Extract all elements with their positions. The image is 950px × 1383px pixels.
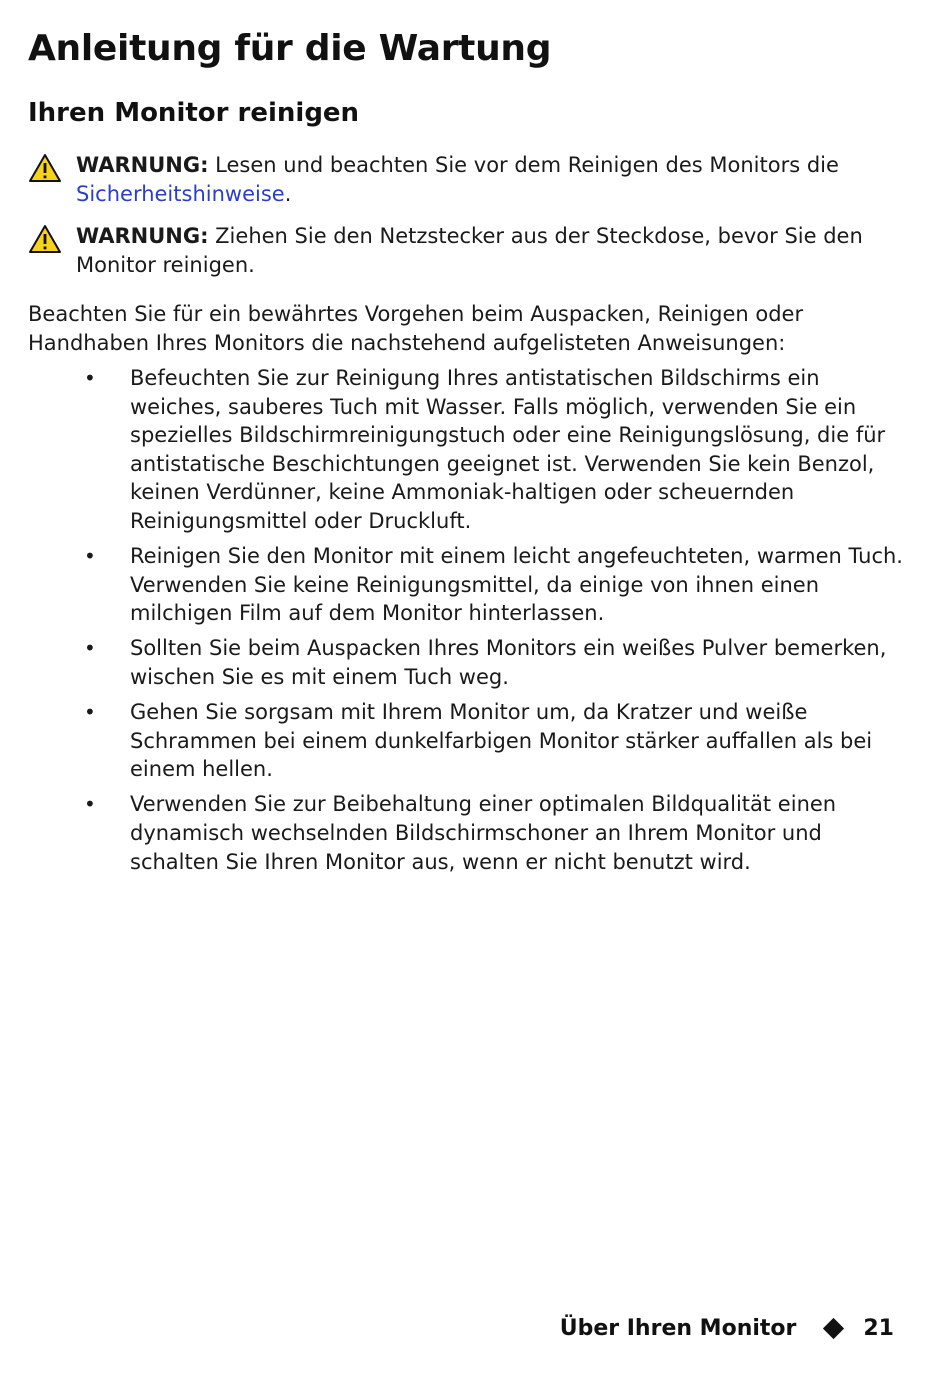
list-item-text: Gehen Sie sorgsam mit Ihrem Monitor um, da Kratzer und weiße Schrammen bei einem dunkelfarbigen Monitor stärker auffallen als bei einem hellen. xyxy=(130,700,873,782)
warning-1-text xyxy=(76,151,908,209)
list-item-text: Sollten Sie beim Auspacken Ihres Monitors ein weißes Pulver bemerken, wischen Sie es mit einem Tuch weg. xyxy=(130,636,887,689)
warning-2-text xyxy=(76,222,908,280)
warning-label: WARNUNG: xyxy=(76,224,209,248)
list-item xyxy=(80,698,910,784)
bullet-icon: • xyxy=(84,792,96,817)
warning-2 xyxy=(28,222,908,280)
list-item xyxy=(80,364,910,536)
page-title: Anleitung für die Wartung xyxy=(28,28,552,69)
bullet-icon: • xyxy=(84,366,96,390)
cleaning-instructions-list xyxy=(80,364,910,883)
list-item-text: Reinigen Sie den Monitor mit einem leicht angefeuchteten, warmen Tuch. Verwenden Sie keine Reinigungsmittel, da einige von ihnen einen milchigen Film auf dem Monitor hinterlassen. xyxy=(130,544,903,626)
warning-1-suffix: . xyxy=(284,182,292,206)
list-item xyxy=(80,634,910,691)
page-footer xyxy=(560,1316,894,1341)
warning-label: WARNUNG: xyxy=(76,153,209,177)
warning-2-body: Ziehen Sie den Netzstecker aus der Steckdose, bevor Sie den Monitor reinigen. xyxy=(76,224,863,277)
section-title: Ihren Monitor reinigen xyxy=(28,98,360,128)
list-item xyxy=(80,790,910,876)
list-item-text: Befeuchten Sie zur Reinigung Ihres antistatischen Bildschirms ein weiches, sauberes Tuch mit Wasser. Falls möglich, verwenden Sie ein spezielles Bildschirmreinigungstuch oder eine Reinigungslösung, die für antistatische Beschichtungen geeignet ist. Verwenden Sie kein Benzol, keinen Verdünner, keine Ammoniak-haltigen oder scheuernden Reinigungsmittel oder Druckluft. xyxy=(130,366,886,533)
page-number: 21 xyxy=(863,1316,894,1341)
warning-1-body: Lesen und beachten Sie vor dem Reinigen des Monitors die xyxy=(215,153,839,177)
bullet-icon: • xyxy=(84,636,96,661)
list-item xyxy=(80,542,910,628)
list-item-text: Verwenden Sie zur Beibehaltung einer optimalen Bildqualität einen dynamisch wechselnden Bildschirmschoner an Ihrem Monitor und schalten Sie Ihren Monitor aus, wenn er nicht benutzt wird. xyxy=(130,792,837,874)
bullet-icon: • xyxy=(84,544,96,569)
warning-triangle-icon xyxy=(28,224,62,254)
warning-1 xyxy=(28,151,908,209)
safety-instructions-link[interactable]: Sicherheitshinweise xyxy=(76,182,285,206)
intro-paragraph: Beachten Sie für ein bewährtes Vorgehen beim Auspacken, Reinigen oder Handhaben Ihres Monitors die nachstehend aufgelisteten Anweisungen: xyxy=(28,302,804,355)
footer-section-title: Über Ihren Monitor xyxy=(559,1316,797,1341)
warning-triangle-icon xyxy=(28,153,62,183)
bullet-icon: • xyxy=(84,700,96,725)
diamond-icon xyxy=(823,1318,844,1339)
